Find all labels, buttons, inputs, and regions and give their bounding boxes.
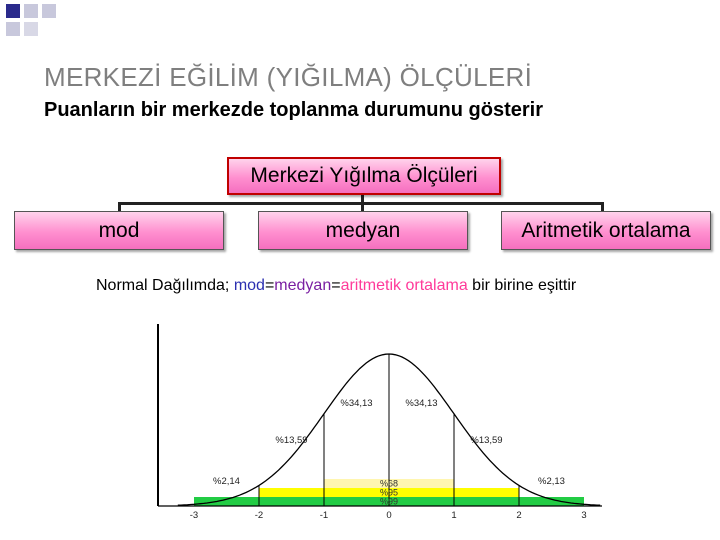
- segment-label-1: %2,14: [213, 476, 240, 487]
- segment-label-3: %34,13: [340, 398, 373, 409]
- equality-note: [96, 277, 576, 295]
- slide-subtitle: Puanların bir merkezde toplanma durumunu gösterir: [44, 99, 543, 121]
- note-aritmetik: aritmetik ortalama: [340, 277, 468, 294]
- segment-label-4: %34,13: [405, 398, 438, 409]
- x-tick-0: 0: [386, 510, 392, 520]
- x-tick--1: -1: [319, 510, 329, 520]
- note-medyan: medyan: [274, 277, 332, 294]
- node-aritmetik: [501, 211, 711, 250]
- node-medyan: [258, 211, 468, 250]
- x-tick-labels: [190, 510, 587, 520]
- x-tick--2: -2: [254, 510, 264, 520]
- note-eq2: =: [331, 277, 341, 294]
- slide-title: MERKEZİ EĞİLİM (YIĞILMA) ÖLÇÜLERİ: [44, 62, 533, 92]
- node-mod: [14, 211, 224, 250]
- band-label-1: %68: [379, 478, 399, 489]
- note-mod: mod: [233, 277, 265, 294]
- x-tick-3: 3: [581, 510, 587, 520]
- root-node-label: Merkezi Yığılma Ölçüleri: [250, 164, 478, 187]
- x-tick-1: 1: [451, 510, 457, 520]
- segment-label-5: %13,59: [470, 435, 503, 446]
- x-tick--3: -3: [189, 510, 199, 520]
- root-node: [227, 157, 501, 195]
- band-label-2: %95: [379, 487, 399, 498]
- note-suffix: bir birine eşittir: [467, 277, 577, 294]
- segment-label-6: %2,13: [538, 476, 565, 487]
- note-eq1: =: [264, 277, 275, 294]
- segment-label-2: %13,59: [275, 435, 308, 446]
- node-mod-label: mod: [98, 218, 140, 242]
- node-medyan-label: medyan: [325, 218, 401, 242]
- node-aritmetik-label: Aritmetik ortalama: [521, 218, 691, 242]
- normal-distribution-chart: [140, 318, 610, 520]
- band-label-3: %99: [379, 496, 399, 507]
- note-prefix: Normal Dağılımda;: [96, 277, 234, 294]
- x-tick-2: 2: [516, 510, 522, 520]
- corner-decoration: [0, 0, 64, 46]
